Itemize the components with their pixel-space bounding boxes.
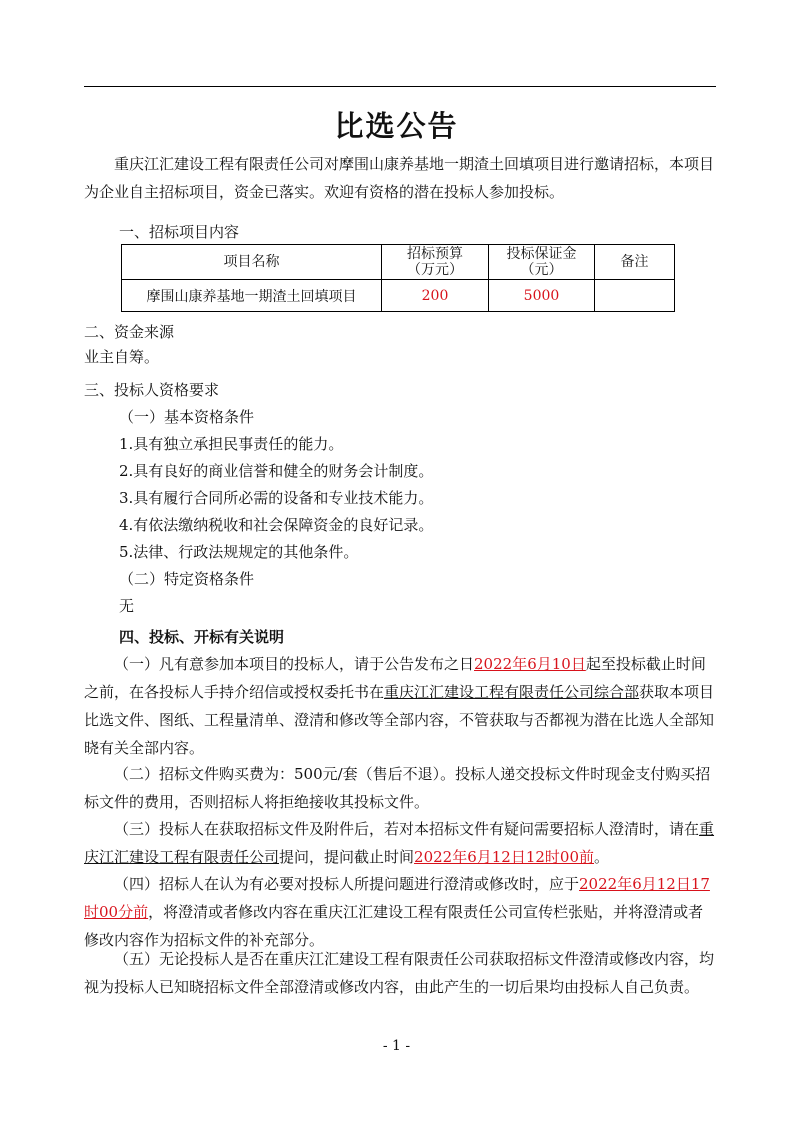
header-rule <box>84 86 716 87</box>
section4-paragraph-5: （五）无论投标人是否在重庆江汇建设工程有限责任公司获取招标文件澄清或修改内容，均视为投标人已知晓招标文件全部澄清或修改内容，由此产生的一切后果均由投标人自己负责。 <box>84 950 715 996</box>
header-deposit: 投标保证金 （元） <box>489 245 595 280</box>
requirement-item: 3.具有履行合同所必需的设备和专业技术能力。 <box>119 489 434 507</box>
section2-heading: 二、资金来源 <box>84 323 175 341</box>
p1-start-date: 2022年6月10日 <box>474 655 586 673</box>
cell-deposit: 5000 <box>489 280 595 312</box>
section1-heading: 一、招标项目内容 <box>119 223 240 241</box>
section4-heading: 四、投标、开标有关说明 <box>119 628 285 646</box>
requirement-item: 2.具有良好的商业信誉和健全的财务会计制度。 <box>119 462 434 480</box>
p3-text-a: （三）投标人在获取招标文件及附件后，若对本招标文件有疑问需要招标人澄清时，请在 <box>114 820 700 838</box>
section3-sub1: （一）基本资格条件 <box>119 408 255 426</box>
section4-paragraph-2: （二）招标文件购买费为：500元/套（售后不退）。投标人递交投标文件时现金支付购买招标文件的费用，否则招标人将拒绝接收其投标文件。 <box>84 765 711 811</box>
p1-location: 重庆江汇建设工程有限责任公司综合部 <box>384 683 640 701</box>
section4-paragraph-1 <box>84 650 716 762</box>
cell-remarks <box>595 280 675 312</box>
header-project-name: 项目名称 <box>122 245 382 280</box>
p3-deadline: 2022年6月12日12时00前 <box>414 848 595 866</box>
header-budget: 招标预算 （万元） <box>382 245 489 280</box>
p4-text-a: （四）招标人在认为有必要对投标人所提问题进行澄清或修改时，应于 <box>114 875 580 893</box>
cell-budget: 200 <box>382 280 489 312</box>
section3-sub2-text: 无 <box>119 597 135 615</box>
section3-sub2: （二）特定资格条件 <box>119 570 255 588</box>
p1-text-c: 获取本项目比选文件、图纸、工程量清单、澄清和修改等全部内容，不管获取与否都视为潜在比选人全部知晓有关全部内容。 <box>84 683 715 757</box>
p3-company: 重庆江汇建设工程有限责任公司 <box>84 820 715 866</box>
table-header-row <box>122 245 675 280</box>
requirement-item: 4.有依法缴纳税收和社会保障资金的良好记录。 <box>119 516 434 534</box>
section4-paragraph-4 <box>84 870 716 954</box>
header-remarks: 备注 <box>595 245 675 280</box>
p3-text-b: 提问，提问截止时间 <box>279 848 415 866</box>
cell-project-name: 摩围山康养基地一期渣土回填项目 <box>122 280 382 312</box>
section4-paragraph-3 <box>84 815 716 871</box>
p3-text-c: 。 <box>594 848 610 866</box>
project-table <box>121 244 675 312</box>
page-title: 比选公告 <box>334 109 459 143</box>
page-number: - 1 - <box>382 1038 411 1054</box>
p1-text-b: 起至投标截止时间之前，在各投标人手持介绍信或授权委托书在 <box>84 655 706 701</box>
p4-deadline: 2022年6月12日17时00分前 <box>84 875 710 921</box>
section2-text: 业主自筹。 <box>84 348 160 366</box>
p1-text-a: （一）凡有意参加本项目的投标人，请于公告发布之日 <box>114 655 475 673</box>
intro-paragraph: 重庆江汇建设工程有限责任公司对摩围山康养基地一期渣土回填项目进行邀请招标，本项目为企业自主招标项目，资金已落实。欢迎有资格的潜在投标人参加投标。 <box>84 155 715 201</box>
requirement-item: 1.具有独立承担民事责任的能力。 <box>119 435 344 453</box>
p4-text-b: ，将澄清或者修改内容在重庆江汇建设工程有限责任公司宣传栏张贴，并将澄清或者修改内容作为招标文件的补充部分。 <box>84 903 704 949</box>
table-row <box>122 280 675 312</box>
requirement-item: 5.法律、行政法规规定的其他条件。 <box>119 543 359 561</box>
section3-heading: 三、投标人资格要求 <box>84 381 220 399</box>
